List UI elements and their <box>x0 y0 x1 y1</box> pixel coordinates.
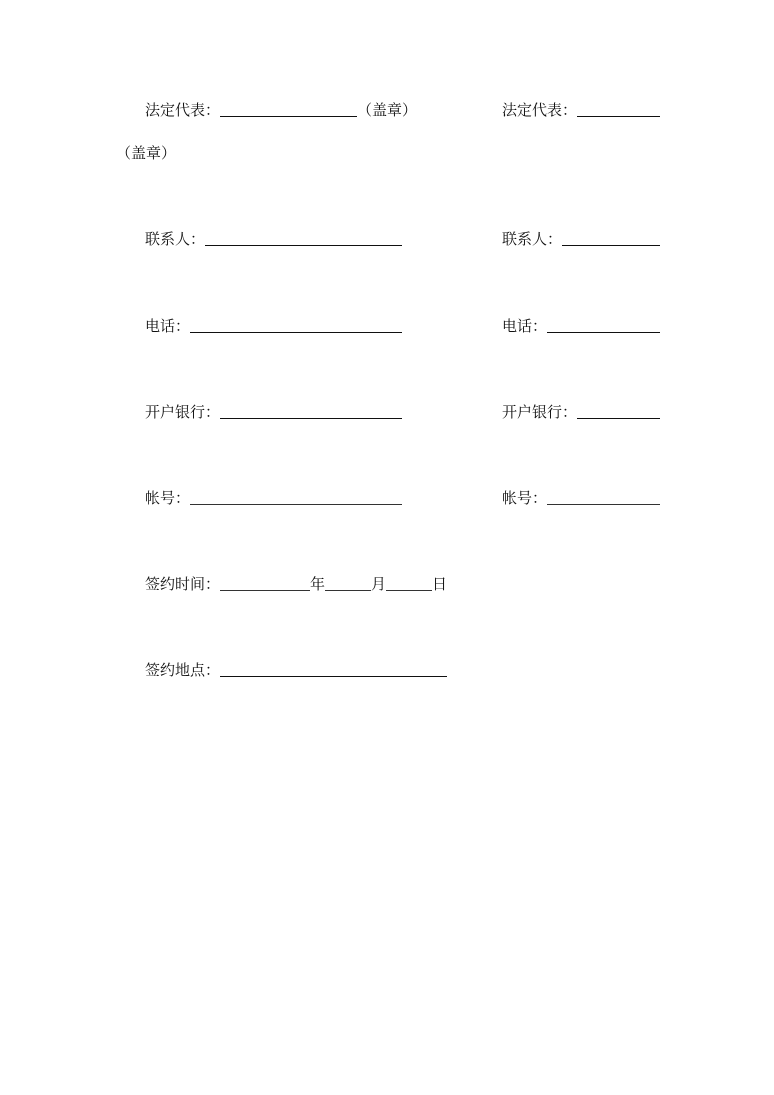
left-contact-field <box>145 228 402 250</box>
right-seal-wrapped: （盖章） <box>116 144 177 162</box>
sign-place-blank[interactable] <box>220 662 447 677</box>
right-legal-rep-blank[interactable] <box>577 102 660 117</box>
left-phone-label: 电话： <box>145 317 191 335</box>
left-legal-rep-label: 法定代表： <box>145 101 221 119</box>
month-label: 月 <box>371 575 387 593</box>
right-bank-blank[interactable] <box>577 404 660 419</box>
year-label: 年 <box>310 575 326 593</box>
right-phone-label: 电话： <box>502 317 548 335</box>
left-seal-inline: （盖章） <box>357 101 418 119</box>
right-legal-rep-label: 法定代表： <box>502 101 578 119</box>
left-account-blank[interactable] <box>190 490 402 505</box>
left-phone-field <box>145 315 402 337</box>
left-bank-blank[interactable] <box>220 404 402 419</box>
right-account-field <box>502 487 660 509</box>
right-contact-label: 联系人： <box>502 230 563 248</box>
right-bank-label: 开户银行： <box>502 403 578 421</box>
sign-year-blank[interactable] <box>220 576 310 591</box>
sign-month-blank[interactable] <box>325 576 371 591</box>
left-bank-field <box>145 401 402 423</box>
right-legal-rep-field <box>502 99 660 121</box>
sign-time-field <box>145 573 447 595</box>
left-legal-rep-blank[interactable] <box>220 102 357 117</box>
right-phone-blank[interactable] <box>547 318 660 333</box>
sign-place-label: 签约地点： <box>145 661 221 679</box>
left-contact-label: 联系人： <box>145 230 206 248</box>
left-account-label: 帐号： <box>145 489 191 507</box>
left-legal-rep-field <box>145 99 417 121</box>
right-bank-field <box>502 401 660 423</box>
right-account-blank[interactable] <box>547 490 660 505</box>
day-label: 日 <box>432 575 448 593</box>
left-phone-blank[interactable] <box>190 318 402 333</box>
left-account-field <box>145 487 402 509</box>
left-contact-blank[interactable] <box>205 231 402 246</box>
sign-place-field <box>145 659 447 681</box>
sign-day-blank[interactable] <box>386 576 432 591</box>
left-bank-label: 开户银行： <box>145 403 221 421</box>
right-account-label: 帐号： <box>502 489 548 507</box>
right-contact-blank[interactable] <box>562 231 660 246</box>
right-contact-field <box>502 228 660 250</box>
sign-time-label: 签约时间： <box>145 575 221 593</box>
right-phone-field <box>502 315 660 337</box>
